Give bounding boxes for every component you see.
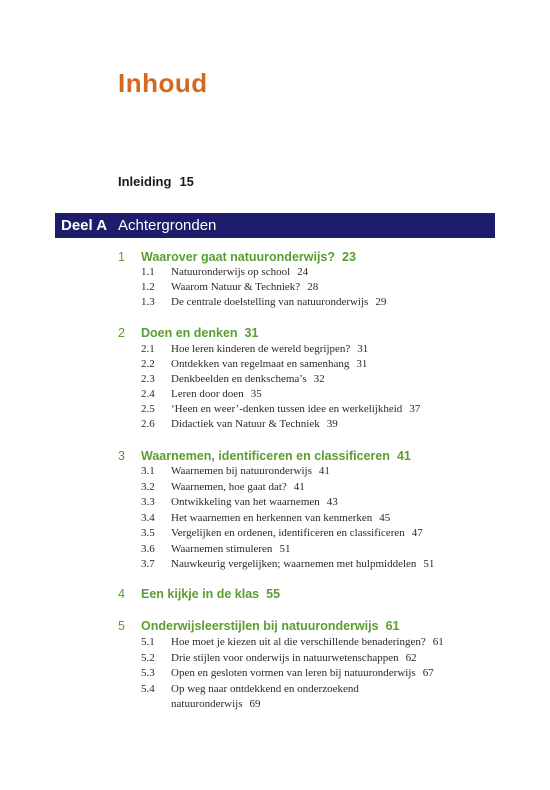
section-page: 31: [356, 358, 368, 370]
section-number: 5.3: [141, 667, 155, 679]
section-title: Hoe moet je kiezen uit al die verschillende benaderingen?: [171, 636, 426, 648]
section-number: 3.7: [141, 558, 155, 570]
section-page: 69: [249, 698, 261, 710]
chapter-number: 4: [118, 587, 125, 601]
section-page: 29: [375, 296, 387, 308]
section-title: Op weg naar ontdekkend en onderzoekend: [171, 683, 359, 695]
section-number: 1.1: [141, 266, 155, 278]
section-title: Nauwkeurig vergelijken; waarnemen met hulpmiddelen: [171, 558, 417, 570]
section-number: 5.1: [141, 636, 155, 648]
section-title: Open en gesloten vormen van leren bij natuuronderwijs: [171, 667, 416, 679]
section-number: 3.5: [141, 527, 155, 539]
section-page: 24: [297, 266, 309, 278]
chapter-title: Onderwijsleerstijlen bij natuuronderwijs: [141, 619, 379, 633]
chapter-page: 61: [385, 619, 400, 633]
chapter-number: 1: [118, 250, 125, 264]
section-title: Waarnemen bij natuuronderwijs: [171, 465, 312, 477]
section-title: Drie stijlen voor onderwijs in natuurwetenschappen: [171, 652, 399, 664]
toc-section-continuation[interactable]: [171, 698, 260, 710]
section-page: 28: [307, 281, 319, 293]
section-number: 2.1: [141, 343, 155, 355]
section-number: 5.4: [141, 683, 155, 695]
part-label: Deel A: [61, 217, 108, 234]
intro-page: 15: [179, 174, 194, 189]
section-title: Waarom Natuur & Techniek?: [171, 281, 301, 293]
section-title: Denkbeelden en denkschema’s: [171, 373, 307, 385]
section-number: 5.2: [141, 652, 155, 664]
chapter-page: 31: [244, 326, 259, 340]
section-title: Didactiek van Natuur & Techniek: [171, 418, 320, 430]
section-page: 41: [318, 465, 330, 477]
section-number: 2.4: [141, 388, 155, 400]
section-number: 3.3: [141, 496, 155, 508]
section-page: 37: [409, 403, 421, 415]
section-number: 2.6: [141, 418, 155, 430]
section-number: 2.5: [141, 403, 155, 415]
section-title: Natuuronderwijs op school: [171, 266, 291, 278]
section-page: 51: [423, 558, 435, 570]
section-title: Ontdekken van regelmaat en samenhang: [171, 358, 350, 370]
section-number: 3.1: [141, 465, 155, 477]
section-number: 3.4: [141, 512, 155, 524]
page-title: Inhoud: [118, 68, 208, 98]
section-number: 1.3: [141, 296, 155, 308]
chapter-number: 5: [118, 619, 125, 633]
section-page: 41: [293, 481, 305, 493]
chapter-number: 3: [118, 449, 125, 463]
section-title: Waarnemen, hoe gaat dat?: [171, 481, 287, 493]
section-page: 43: [326, 496, 338, 508]
chapter-number: 2: [118, 326, 125, 340]
section-page: 61: [432, 636, 444, 648]
section-page: 47: [411, 527, 423, 539]
section-page: 67: [422, 667, 434, 679]
section-page: 45: [379, 512, 391, 524]
section-number: 1.2: [141, 281, 155, 293]
section-title: De centrale doelstelling van natuuronderwijs: [171, 296, 369, 308]
section-title: Hoe leren kinderen de wereld begrijpen?: [171, 343, 351, 355]
part-header-bar: [55, 213, 495, 238]
intro-label: Inleiding: [118, 174, 172, 189]
section-title: Waarnemen stimuleren: [171, 543, 273, 555]
section-title-continuation: natuuronderwijs: [171, 698, 243, 710]
chapter-page: 23: [342, 250, 356, 264]
chapter-title: Een kijkje in de klas: [141, 587, 260, 601]
chapter-page: 41: [396, 449, 411, 463]
section-page: 32: [313, 373, 325, 385]
section-title: Vergelijken en ordenen, identificeren en classificeren: [171, 527, 405, 539]
chapter-title: Doen en denken: [141, 326, 238, 340]
part-name: Achtergronden: [118, 217, 217, 234]
section-page: 39: [326, 418, 338, 430]
section-page: 51: [279, 543, 291, 555]
section-number: 2.2: [141, 358, 155, 370]
section-title: Het waarnemen en herkennen van kenmerken: [171, 512, 373, 524]
toc-intro-entry[interactable]: [118, 174, 194, 189]
section-number: 2.3: [141, 373, 155, 385]
section-page: 35: [250, 388, 262, 400]
section-number: 3.6: [141, 543, 155, 555]
section-title: Leren door doen: [171, 388, 244, 400]
section-page: 62: [405, 652, 417, 664]
section-number: 3.2: [141, 481, 155, 493]
section-title: ‘Heen en weer’-denken tussen idee en werkelijkheid: [171, 403, 403, 415]
section-page: 31: [357, 343, 369, 355]
section-title: Ontwikkeling van het waarnemen: [171, 496, 320, 508]
chapter-page: 55: [266, 587, 281, 601]
chapter-title: Waarnemen, identificeren en classificeren: [141, 449, 390, 463]
chapter-title: Waarover gaat natuuronderwijs?: [141, 250, 336, 264]
